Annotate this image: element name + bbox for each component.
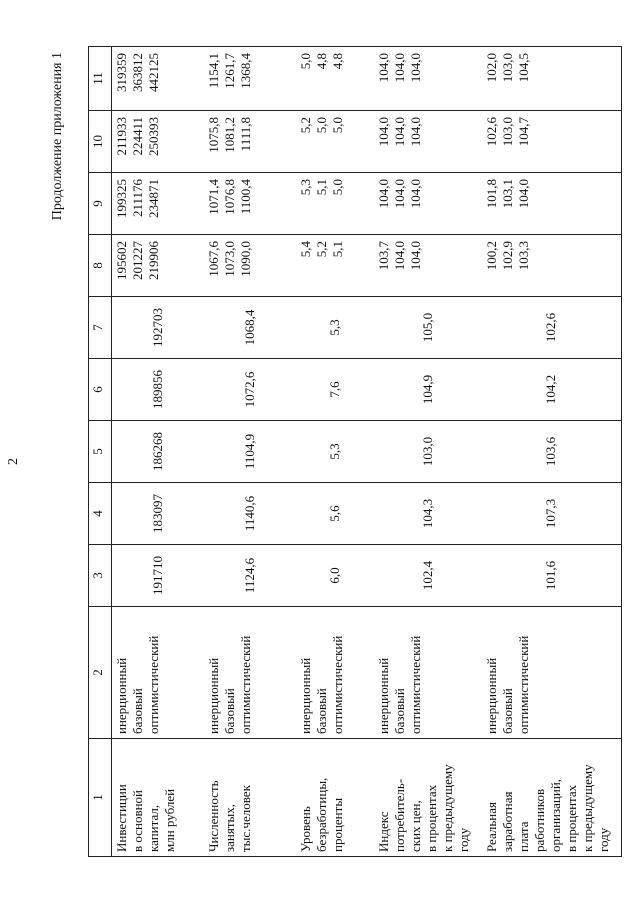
indicator-line: к предыдущему (579, 764, 595, 852)
scenario-cell (296, 607, 374, 739)
scenario-value: 101,8 (483, 179, 499, 209)
scenario-value: 1368,4 (237, 53, 253, 89)
value-cell: 1124,6 (204, 545, 296, 607)
value-cell: 105,0 (374, 297, 482, 359)
column-header-3: 3 (89, 545, 112, 607)
indicator-line: в основной (130, 790, 145, 852)
indicator-line: проценты (329, 797, 345, 852)
value-cell: 191710 (112, 545, 204, 607)
scenario-value: 104,0 (375, 179, 391, 209)
scenario-value: 104,0 (391, 241, 407, 271)
scenario-value: 201227 (130, 241, 145, 280)
scenario-value: 5,0 (313, 117, 329, 134)
column-header-8: 8 (89, 235, 112, 297)
scenario-values-cell (482, 173, 622, 235)
indicator-line: заработная (499, 791, 515, 852)
scenario-values-cell (374, 47, 482, 111)
scenario-label: оптимистический (146, 635, 161, 734)
scenario-value: 5,2 (297, 117, 313, 134)
indicator-cell (374, 739, 482, 857)
scenario-value: 5,1 (313, 179, 329, 196)
column-header-4: 4 (89, 483, 112, 545)
indicator-line: в процентах (423, 784, 439, 852)
indicator-line: Численность (205, 780, 221, 852)
indicator-cell (296, 739, 374, 857)
scenario-value: 211176 (130, 179, 145, 218)
scenario-value: 4,8 (313, 53, 329, 70)
scenario-label: базовый (313, 688, 329, 734)
scenario-label: базовый (499, 688, 515, 734)
column-header-11: 11 (89, 47, 112, 111)
scenario-value: 5,0 (329, 179, 345, 196)
scenario-values-cell (112, 47, 204, 111)
scenario-value: 5,1 (329, 241, 345, 258)
column-header-1: 1 (89, 739, 112, 857)
scenario-values-cell (296, 47, 374, 111)
value-cell: 183097 (112, 483, 204, 545)
value-cell: 192703 (112, 297, 204, 359)
scenario-value: 1071,4 (205, 179, 221, 215)
value-cell: 5,3 (296, 297, 374, 359)
table-row (482, 47, 622, 857)
value-cell: 104,3 (374, 483, 482, 545)
indicator-line: работников (531, 788, 547, 852)
scenario-value: 1154,1 (205, 53, 221, 89)
scenario-value: 5,4 (297, 241, 313, 258)
scenario-label: оптимистический (237, 635, 253, 734)
indicator-line: плата (515, 821, 531, 852)
scenario-value: 219906 (146, 241, 161, 280)
scenario-value: 199325 (114, 179, 129, 218)
indicator-cell (204, 739, 296, 857)
indicator-line: Реальная (483, 802, 499, 852)
scenario-value: 1081,2 (221, 117, 237, 153)
scenario-values-cell (374, 173, 482, 235)
scenario-value: 102,6 (483, 117, 499, 147)
scenario-value: 5,0 (329, 117, 345, 134)
scenario-value: 104,0 (375, 53, 391, 83)
value-cell: 186268 (112, 421, 204, 483)
indicator-cell (482, 739, 622, 857)
scenario-cell (482, 607, 622, 739)
indicator-line: потребитель- (391, 778, 407, 852)
scenario-value: 211933 (114, 117, 129, 156)
scenario-label: базовый (391, 688, 407, 734)
scenario-value: 104,0 (407, 179, 423, 209)
column-header-10: 10 (89, 111, 112, 173)
scenario-value: 1076,8 (221, 179, 237, 215)
column-header-2: 2 (89, 607, 112, 739)
value-cell: 1068,4 (204, 297, 296, 359)
table-header-row (89, 47, 112, 857)
indicator-line: году (455, 827, 471, 852)
scenario-label: инерционный (297, 657, 313, 734)
scenario-values-cell (296, 111, 374, 173)
indicator-line: к предыдущему (439, 764, 455, 852)
scenario-label: инерционный (483, 657, 499, 734)
value-cell: 101,6 (482, 545, 622, 607)
scenario-values-cell (112, 173, 204, 235)
scenario-value: 1073,0 (221, 241, 237, 277)
value-cell: 5,6 (296, 483, 374, 545)
scenario-values-cell (296, 235, 374, 297)
indicator-line: капитал, (146, 804, 161, 852)
scenario-value: 5,3 (297, 179, 313, 196)
scenario-value: 1100,4 (237, 179, 253, 215)
scenario-label: инерционный (205, 657, 221, 734)
scenario-value: 103,0 (499, 53, 515, 83)
value-cell: 102,4 (374, 545, 482, 607)
scenario-value: 1261,7 (221, 53, 237, 89)
scenario-value: 103,0 (499, 117, 515, 147)
indicator-line: млн рублей (162, 788, 177, 852)
scenario-value: 1111,8 (237, 117, 253, 152)
table-row (296, 47, 374, 857)
value-cell: 1140,6 (204, 483, 296, 545)
scenario-values-cell (204, 47, 296, 111)
value-cell: 189856 (112, 359, 204, 421)
column-header-7: 7 (89, 297, 112, 359)
scenario-value: 363812 (130, 53, 145, 92)
scenario-values-cell (482, 47, 622, 111)
indicator-line: Индекс (375, 811, 391, 852)
indicator-line: ских цен, (407, 800, 423, 852)
indicator-line: в процентах (563, 784, 579, 852)
scenario-label: инерционный (114, 657, 129, 734)
scenario-label: оптимистический (329, 635, 345, 734)
value-cell: 5,3 (296, 421, 374, 483)
scenario-value: 104,0 (391, 53, 407, 83)
indicator-line: занятых, (221, 803, 237, 852)
scenario-values-cell (482, 235, 622, 297)
value-cell: 104,9 (374, 359, 482, 421)
scenario-value: 319359 (114, 53, 129, 92)
scenario-values-cell (296, 173, 374, 235)
value-cell: 104,2 (482, 359, 622, 421)
scenario-value: 100,2 (483, 241, 499, 271)
value-cell: 103,0 (374, 421, 482, 483)
scenario-values-cell (204, 173, 296, 235)
value-cell: 102,6 (482, 297, 622, 359)
scenario-values-cell (374, 235, 482, 297)
column-header-9: 9 (89, 173, 112, 235)
scenario-value: 104,0 (375, 117, 391, 147)
scenario-values-cell (482, 111, 622, 173)
indicator-line: Уровень (297, 806, 313, 852)
scenario-value: 104,0 (407, 117, 423, 147)
scenario-value: 1067,6 (205, 241, 221, 277)
indicator-cell (112, 739, 204, 857)
table-row (374, 47, 482, 857)
value-cell: 103,6 (482, 421, 622, 483)
indicator-line: безработицы, (313, 777, 329, 852)
indicator-line: году (595, 827, 611, 852)
scenario-value: 104,0 (407, 53, 423, 83)
scenario-value: 224411 (130, 117, 145, 156)
scenario-value: 104,5 (515, 53, 531, 83)
forecast-table (88, 46, 622, 857)
scenario-value: 1090,0 (237, 241, 253, 277)
scenario-label: базовый (221, 688, 237, 734)
scenario-label: оптимистический (407, 635, 423, 734)
scenario-value: 195602 (114, 241, 129, 280)
scenario-value: 442125 (146, 53, 161, 92)
scenario-label: базовый (130, 688, 145, 734)
scenario-cell (112, 607, 204, 739)
scenario-values-cell (204, 111, 296, 173)
value-cell: 107,3 (482, 483, 622, 545)
scenario-value: 102,9 (499, 241, 515, 271)
scenario-value: 104,0 (391, 117, 407, 147)
scenario-value: 5,0 (297, 53, 313, 70)
scenario-value: 104,0 (391, 179, 407, 209)
scenario-value: 250393 (146, 117, 161, 156)
scenario-value: 4,8 (329, 53, 345, 70)
scenario-cell (204, 607, 296, 739)
page-number: 2 (6, 458, 21, 465)
scenario-label: инерционный (375, 657, 391, 734)
indicator-line: тыс.человек (237, 785, 253, 852)
scenario-value: 1075,8 (205, 117, 221, 153)
scenario-values-cell (204, 235, 296, 297)
scenario-label: оптимистический (515, 635, 531, 734)
table-row (112, 47, 204, 857)
indicator-line: Инвестиции (114, 784, 129, 852)
scenario-value: 5,2 (313, 241, 329, 258)
scenario-cell (374, 607, 482, 739)
scenario-value: 103,3 (515, 241, 531, 271)
scenario-values-cell (112, 235, 204, 297)
scenario-value: 102,0 (483, 53, 499, 83)
scenario-value: 104,0 (407, 241, 423, 271)
scenario-value: 103,1 (499, 179, 515, 209)
column-header-6: 6 (89, 359, 112, 421)
scenario-value: 234871 (146, 179, 161, 218)
value-cell: 7,6 (296, 359, 374, 421)
scenario-values-cell (374, 111, 482, 173)
value-cell: 1104,9 (204, 421, 296, 483)
table-row (204, 47, 296, 857)
scenario-value: 104,0 (515, 179, 531, 209)
value-cell: 6,0 (296, 545, 374, 607)
scenario-value: 104,7 (515, 117, 531, 147)
scenario-values-cell (112, 111, 204, 173)
value-cell: 1072,6 (204, 359, 296, 421)
indicator-line: организаций, (547, 778, 563, 852)
scenario-value: 103,7 (375, 241, 391, 271)
column-header-5: 5 (89, 421, 112, 483)
appendix-title: Продолжение приложения 1 (50, 52, 65, 221)
